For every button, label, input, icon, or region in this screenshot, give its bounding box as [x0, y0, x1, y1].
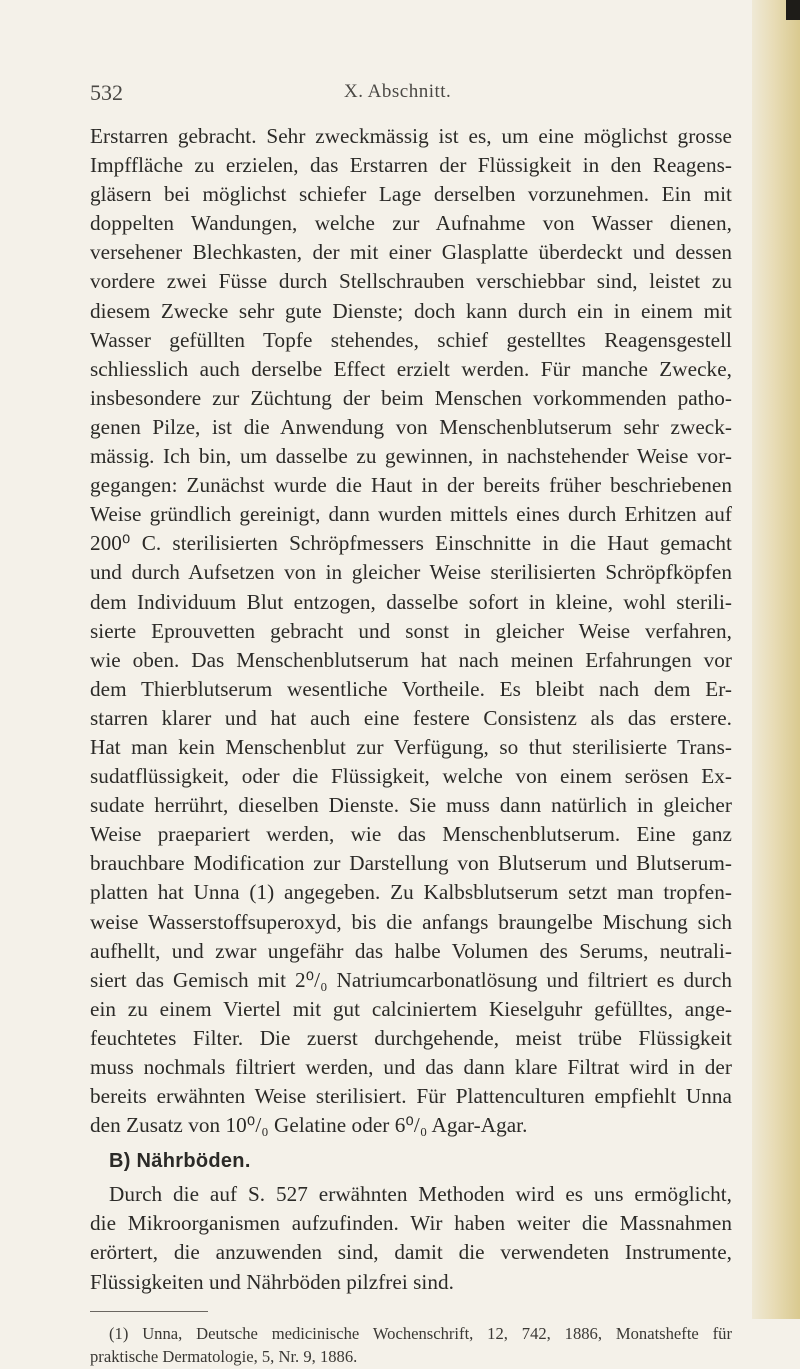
text-line: vordere zwei Füsse durch Stellschrauben verschiebbar sind, leistet zu — [90, 269, 732, 294]
page-number: 532 — [90, 80, 123, 105]
running-head — [90, 80, 740, 108]
page-edge — [752, 0, 800, 1319]
text-line: Impffläche zu erzielen, das Erstarren der Flüssigkeit in den Reagens- — [90, 153, 732, 178]
text-line: und durch Aufsetzen von in gleicher Weise sterilisierten Schröpfköpfen — [90, 560, 732, 585]
text-line: sudatflüssigkeit, oder die Flüssigkeit, welche von einem serösen Ex- — [90, 764, 732, 789]
text-line: Durch die auf S. 527 erwähnten Methoden wird es uns ermöglicht, — [109, 1182, 732, 1207]
text-line: Weise praepariert werden, wie das Menschenblutserum. Eine ganz — [90, 822, 732, 847]
text-line: platten hat Unna (1) angegeben. Zu Kalbsblutserum setzt man tropfen- — [90, 880, 732, 905]
text-line: erörtert, die anzuwenden sind, damit die verwendeten Instrumente, — [90, 1240, 732, 1265]
text-line: die Mikroorganismen aufzufinden. Wir haben weiter die Massnahmen — [90, 1211, 732, 1236]
text-line: Hat man kein Menschenblut zur Verfügung, so thut sterilisierte Trans- — [90, 734, 732, 759]
text-line: Flüssigkeiten und Nährböden pilzfrei sind. — [90, 1269, 454, 1294]
text-line: Wasser gefüllten Topfe stehendes, schief gestelltes Reagensgestell — [90, 327, 732, 352]
text-line: insbesondere zur Züchtung der beim Menschen vorkommenden patho- — [90, 385, 732, 410]
footnote-rule — [90, 1311, 208, 1312]
text-line: diesem Zwecke sehr gute Dienste; doch kann durch ein in einem mit — [90, 298, 732, 323]
text-line: wie oben. Das Menschenblutserum hat nach meinen Erfahrungen vor — [90, 647, 732, 672]
text-line: schliesslich auch derselbe Effect erzielt werden. Für manche Zwecke, — [90, 356, 732, 381]
text-line: 200⁰ C. sterilisierten Schröpfmessers Einschnitte in die Haut gemacht — [90, 531, 732, 556]
text-line: gegangen: Zunächst wurde die Haut in der bereits früher beschriebenen — [90, 473, 732, 498]
subheading: B) Nährböden. — [109, 1150, 251, 1173]
text-line: siert das Gemisch mit 2⁰/₀ Natriumcarbonatlösung und filtriert es durch — [90, 967, 732, 992]
text-line: sudate herrührt, dieselben Dienste. Sie muss dann natürlich in gleicher — [90, 793, 732, 818]
text-line: gläsern bei möglichst schiefer Lage derselben vorzunehmen. Ein mit — [90, 182, 732, 207]
text-line: versehener Blechkasten, der mit einer Glasplatte überdeckt und dessen — [90, 240, 732, 265]
text-line: Weise gründlich gereinigt, dann wurden mittels eines durch Erhitzen auf — [90, 502, 732, 527]
text-line: bereits erwähnten Weise sterilisiert. Für Plattenculturen empfiehlt Unna — [90, 1084, 732, 1109]
text-line: den Zusatz von 10⁰/₀ Gelatine oder 6⁰/₀ Agar-Agar. — [90, 1113, 528, 1138]
text-line: brauchbare Modification zur Darstellung von Blutserum und Blutserum- — [90, 851, 732, 876]
body-text — [90, 122, 732, 1369]
text-line: doppelten Wandungen, welche zur Aufnahme von Wasser dienen, — [90, 211, 732, 236]
text-line: genen Pilze, ist die Anwendung von Menschenblutserum sehr zweck- — [90, 414, 732, 439]
text-line: Erstarren gebracht. Sehr zweckmässig ist es, um eine möglichst grosse — [90, 124, 732, 148]
text-line: ein zu einem Viertel mit gut calciniertem Kieselguhr gefülltes, ange- — [90, 996, 732, 1021]
section-title: X. Abschnitt. — [344, 81, 452, 102]
text-line: starren klarer und hat auch eine festere Consistenz als das erstere. — [90, 705, 732, 730]
text-line: aufhellt, und zwar ungefähr das halbe Volumen des Serums, neutrali- — [90, 938, 732, 963]
text-line: weise Wasserstoffsuperoxyd, bis die anfangs braungelbe Mischung sich — [90, 909, 732, 934]
text-line: mässig. Ich bin, um dasselbe zu gewinnen, in nachstehender Weise vor- — [90, 444, 732, 469]
footnote-line: praktische Dermatologie, 5, Nr. 9, 1886. — [90, 1347, 358, 1367]
text-line: muss nochmals filtriert werden, und das dann klare Filtrat wird in der — [90, 1055, 732, 1079]
text-line: sierte Eprouvetten gebracht und sonst in gleicher Weise verfahren, — [90, 618, 732, 643]
text-line: feuchtetes Filter. Die zuerst durchgehende, meist trübe Flüssigkeit — [90, 1025, 732, 1050]
footnote-line: (1) Unna, Deutsche medicinische Wochenschrift, 12, 742, 1886, Monatshefte für — [109, 1323, 732, 1343]
text-line: dem Thierblutserum wesentliche Vortheile. Es bleibt nach dem Er- — [90, 676, 732, 701]
text-line: dem Individuum Blut entzogen, dasselbe sofort in kleine, wohl sterili- — [90, 589, 732, 614]
